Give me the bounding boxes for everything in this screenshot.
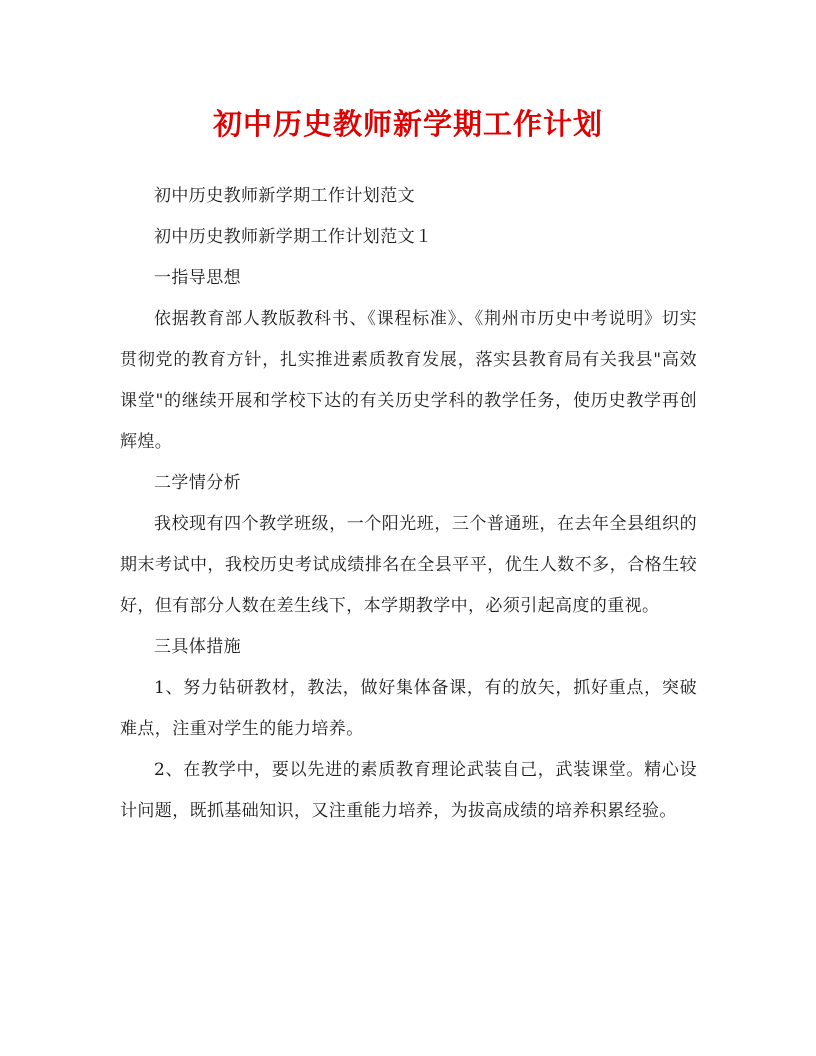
section-heading-measures: 三具体措施 [154,637,241,657]
page-title: 初中历史教师新学期工作计划 [212,107,603,141]
paragraph-guiding-thought: 依据教育部人教版教科书、《课程标准》、《荆州市历史中考说明》切实贯彻党的教育方针，扎实推进素质教育发展，落实县教育局有关我县"高效课堂"的继续开展和学校下达的有关历史学科的教学任务，使历史教学再创辉煌。 [120,309,697,452]
paragraph-subtitle: 初中历史教师新学期工作计划范文 [154,186,415,206]
document-body [120,176,697,832]
section-heading-guiding-thought: 一指导思想 [154,268,241,288]
paragraph-measure-1: 1、努力钻研教材，教法，做好集体备课，有的放矢，抓好重点，突破难点，注重对学生的能力培养。 [120,678,697,739]
paragraph-student-analysis: 我校现有四个教学班级，一个阳光班，三个普通班，在去年全县组织的期末考试中，我校历史考试成绩排名在全县平平，优生人数不多，合格生较好，但有部分人数在差生线下，本学期教学中，必须引起高度的重视。 [120,514,697,616]
paragraph-subtitle-1: 初中历史教师新学期工作计划范文１ [154,227,433,247]
section-heading-student-analysis: 二学情分析 [154,473,241,493]
paragraph-measure-2: 2、在教学中，要以先进的素质教育理论武装自己，武装课堂。精心设计问题，既抓基础知识，又注重能力培养，为拔高成绩的培养积累经验。 [120,760,697,821]
